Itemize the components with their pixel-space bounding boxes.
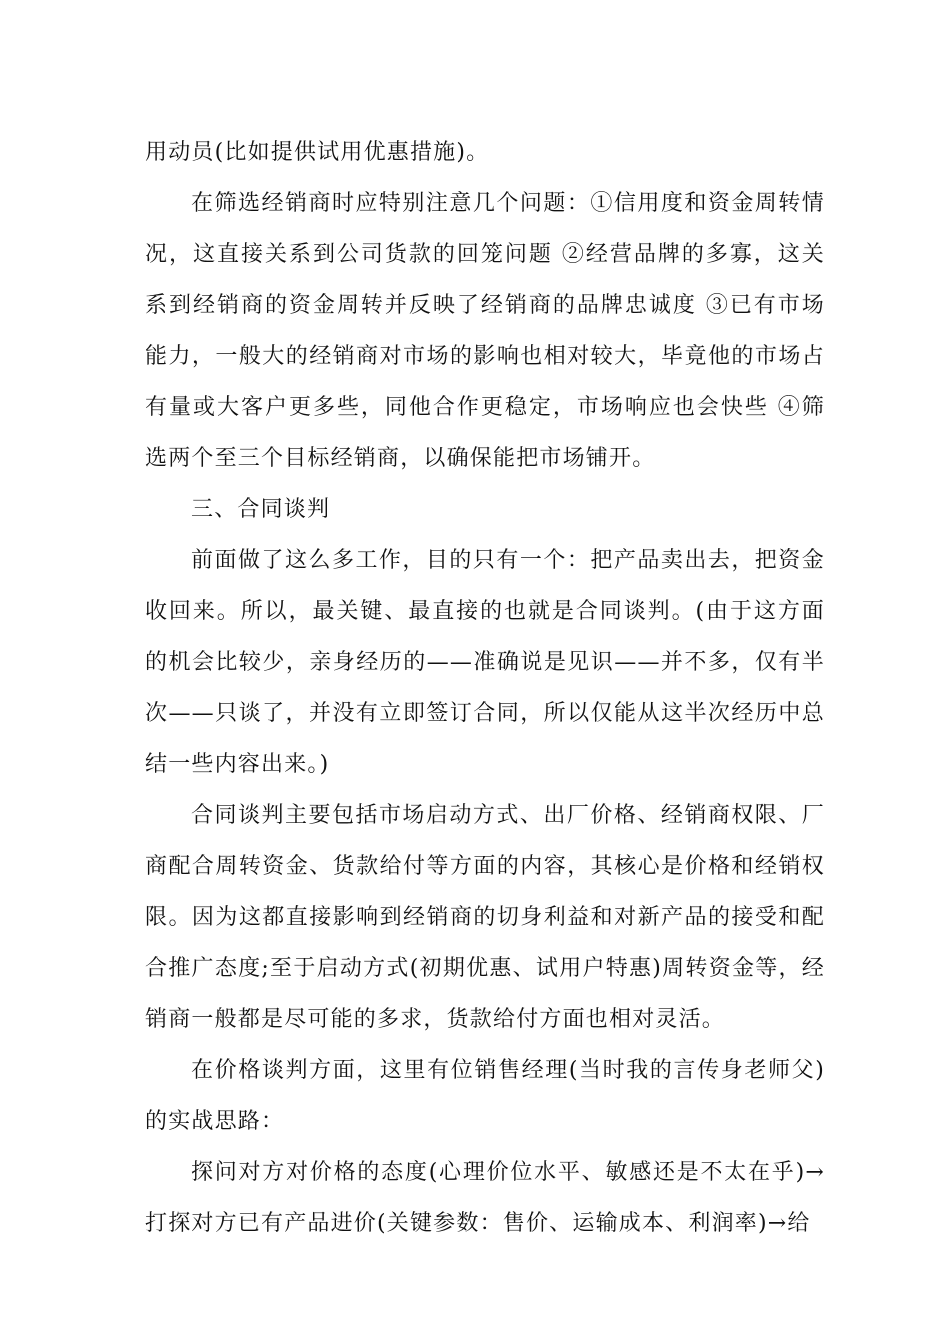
paragraph-continuation: 用动员(比如提供试用优惠措施)。 bbox=[145, 140, 490, 165]
paragraph-negotiation-content: 合同谈判主要包括市场启动方式、出厂价格、经销商权限、厂商配合周转资金、货款给付等方面的内容，其核心是价格和经销权限。因为这都直接影响到经销商的切身利益和对新产品的接受和配合推广态度;至于启动方式(初期优惠、试用户特惠)周转资金等，经销商一般都是尽可能的多求，货款给付方面也相对灵活。 bbox=[145, 803, 825, 1032]
paragraph-dealer-screening: 在筛选经销商时应特别注意几个问题：①信用度和资金周转情况，这直接关系到公司货款的回笼问题 ②经营品牌的多寡，这关系到经销商的资金周转并反映了经销商的品牌忠诚度 ③已有市场能力，一般大的经销商对市场的影响也相对较大，毕竟他的市场占有量或大客户更多些，同他合作更稳定，市场响应也会快些 ④筛选两个至三个目标经销商，以确保能把市场铺开。 bbox=[145, 191, 825, 471]
paragraph-price-negotiation: 在价格谈判方面，这里有位销售经理(当时我的言传身老师父)的实战思路： bbox=[145, 1058, 825, 1134]
paragraph-negotiation-intro: 前面做了这么多工作，目的只有一个：把产品卖出去，把资金收回来。所以，最关键、最直接的也就是合同谈判。(由于这方面的机会比较少，亲身经历的——准确说是见识——并不多，仅有半次——只谈了，并没有立即签订合同，所以仅能从这半次经历中总结一些内容出来。) bbox=[145, 548, 825, 777]
document-body bbox=[145, 127, 825, 1249]
paragraph-price-steps: 探问对方对价格的态度(心理价位水平、敏感还是不太在乎)→打探对方已有产品进价(关键参数：售价、运输成本、利润率)→给 bbox=[145, 1160, 825, 1236]
section-heading-contract-negotiation: 三、合同谈判 bbox=[191, 497, 331, 522]
